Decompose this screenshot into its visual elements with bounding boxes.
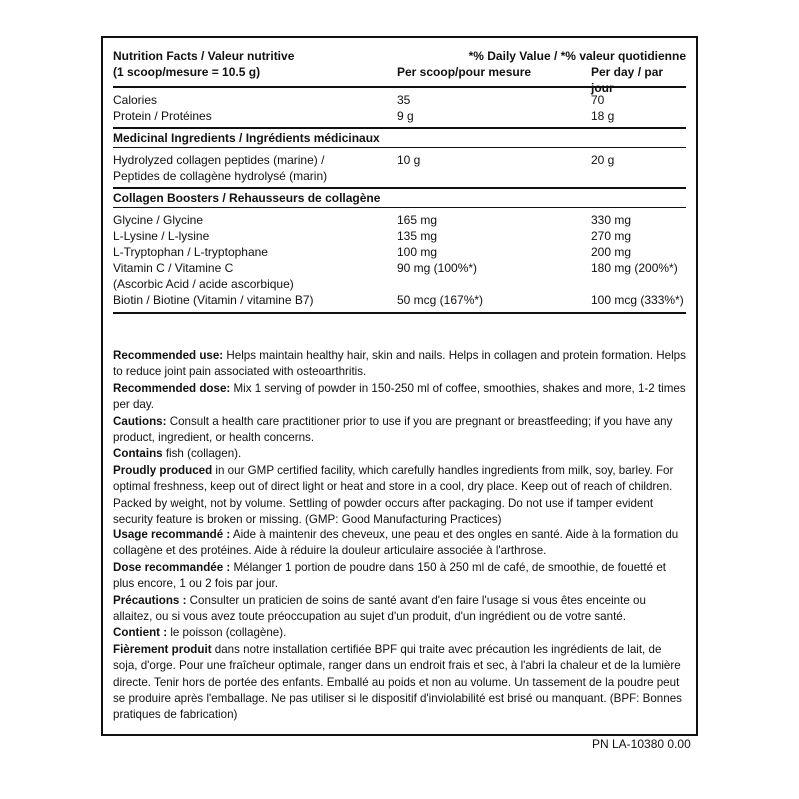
nutrient-row-calories xyxy=(113,92,686,108)
booster-per-scoop: 135 mg xyxy=(397,229,438,243)
nutrient-name: Protein / Protéines xyxy=(113,109,212,123)
booster-row xyxy=(113,228,686,244)
column-header-per-day: Per day / par jour xyxy=(591,65,664,95)
ingredient-name: Hydrolyzed collagen peptides (marine) / xyxy=(113,153,325,167)
proudly-produced: Proudly produced in our GMP certified facility, which carefully handles ingredients from milk, soy, barley. For optimal freshness, keep out of direct light or heat and store in a cool, dry place. Keep out of reach of children. Packed by weight, not by volume. Settling of powder occurs after packaging. Do not use if tamper evident security feature is broken or missing. (GMP: Good Manufacturing Practices) xyxy=(113,463,674,527)
medicinal-row-line-2 xyxy=(113,168,686,184)
booster-per-day: 270 mg xyxy=(591,229,632,243)
part-number: PN LA-10380 0.00 xyxy=(592,737,691,751)
booster-row xyxy=(113,212,686,228)
medicinal-ingredients-header: Medicinal Ingredients / Ingrédients médicinaux xyxy=(113,131,380,145)
contains: Contains fish (collagen). xyxy=(113,447,242,461)
recommended-dose: Recommended dose: Mix 1 serving of powder in 150-250 ml of coffee, smoothies, shakes and more, 1-2 times per day. xyxy=(113,381,686,412)
precautions: Précautions : Consulter un praticien de soins de santé avant d'en faire l'usage si vous êtes enceinte ou allaitez, ou si vous avez toute préoccupation au sujet d'un produit, d'un ingrédient ou de votre santé. xyxy=(113,593,646,624)
dose-recommandee: Dose recommandée : Mélanger 1 portion de poudre dans 150 à 250 ml de café, de smoothie, de fouetté et plus encore, 1 ou 2 fois par jour. xyxy=(113,560,666,591)
ingredient-name-fr: Peptides de collagène hydrolysé (marin) xyxy=(113,169,328,183)
booster-per-day: 100 mcg (333%*) xyxy=(591,293,684,307)
booster-per-scoop: 90 mg (100%*) xyxy=(397,261,478,275)
english-directions xyxy=(113,348,686,528)
booster-per-scoop: 100 mg xyxy=(397,245,438,259)
booster-per-scoop: 165 mg xyxy=(397,213,438,227)
french-directions xyxy=(113,527,686,724)
booster-row xyxy=(113,244,686,260)
nutrient-name: Calories xyxy=(113,93,158,107)
booster-per-day: 200 mg xyxy=(591,245,632,259)
booster-name: Biotin / Biotine (Vitamin / vitamine B7) xyxy=(113,293,314,307)
booster-row xyxy=(113,260,686,276)
cautions: Cautions: Consult a health care practitioner prior to use if you are pregnant or breastfeeding; if you have any product, ingredient, or health concerns. xyxy=(113,414,673,445)
nutrient-row-protein xyxy=(113,108,686,124)
fierement-produit: Fièrement produit dans notre installation certifiée BPF qui traite avec précaution les ingrédients de lait, de soja, d'orge. Pour une fraîcheur optimale, ranger dans un endroit frais et sec, à l'abri la chaleur et de la lumière directe. Tenir hors de portée des enfants. Emballé au poids et non au volume. Un tassement de la poudre peut se produire après l'emballage. Ne pas utiliser si le dispositif d'inviolabilité est brisé ou manquant. (BPF: Bonnes pratiques de fabrication) xyxy=(113,642,682,722)
nutrition-facts-panel xyxy=(113,48,686,314)
serving-size: (1 scoop/mesure = 10.5 g) xyxy=(113,65,261,79)
booster-name: L-Lysine / L-lysine xyxy=(113,229,210,243)
ingredient-per-day: 20 g xyxy=(591,153,615,167)
facts-title: Nutrition Facts / Valeur nutritive xyxy=(113,49,295,63)
booster-name: (Ascorbic Acid / acide ascorbique) xyxy=(113,277,294,291)
nutrient-per-day: 70 xyxy=(591,93,605,107)
daily-value-note: *% Daily Value / *% valeur quotidienne xyxy=(468,49,686,63)
nutrient-per-scoop: 35 xyxy=(397,93,411,107)
medicinal-row-line-1 xyxy=(113,152,686,168)
contient: Contient : le poisson (collagène). xyxy=(113,626,287,640)
booster-name: L-Tryptophan / L-tryptophane xyxy=(113,245,268,259)
booster-per-day: 180 mg (200%*) xyxy=(591,261,678,275)
booster-name: Vitamin C / Vitamine C xyxy=(113,261,234,275)
booster-row xyxy=(113,276,686,292)
label-frame xyxy=(101,36,698,736)
facts-header-row-1 xyxy=(113,48,686,64)
booster-per-scoop: 50 mcg (167%*) xyxy=(397,293,484,307)
facts-header-row-2 xyxy=(113,64,686,95)
usage-recommande: Usage recommandé : Aide à maintenir des cheveux, une peau et des ongles en santé. Aide à la formation du collagène et des protéines. Aide à réduire la douleur articulaire associée à l'arthrose. xyxy=(113,528,679,558)
booster-row xyxy=(113,292,686,308)
booster-name: Glycine / Glycine xyxy=(113,213,204,227)
collagen-boosters-header: Collagen Boosters / Rehausseurs de collagène xyxy=(113,191,381,205)
recommended-use: Recommended use: Helps maintain healthy hair, skin and nails. Helps in collagen and protein formation. Helps to reduce joint pain associated with osteoarthritis. xyxy=(113,349,686,379)
column-header-per-scoop: Per scoop/pour mesure xyxy=(397,65,532,79)
nutrient-per-day: 18 g xyxy=(591,109,615,123)
booster-per-day: 330 mg xyxy=(591,213,632,227)
nutrient-per-scoop: 9 g xyxy=(397,109,414,123)
ingredient-per-scoop: 10 g xyxy=(397,153,421,167)
